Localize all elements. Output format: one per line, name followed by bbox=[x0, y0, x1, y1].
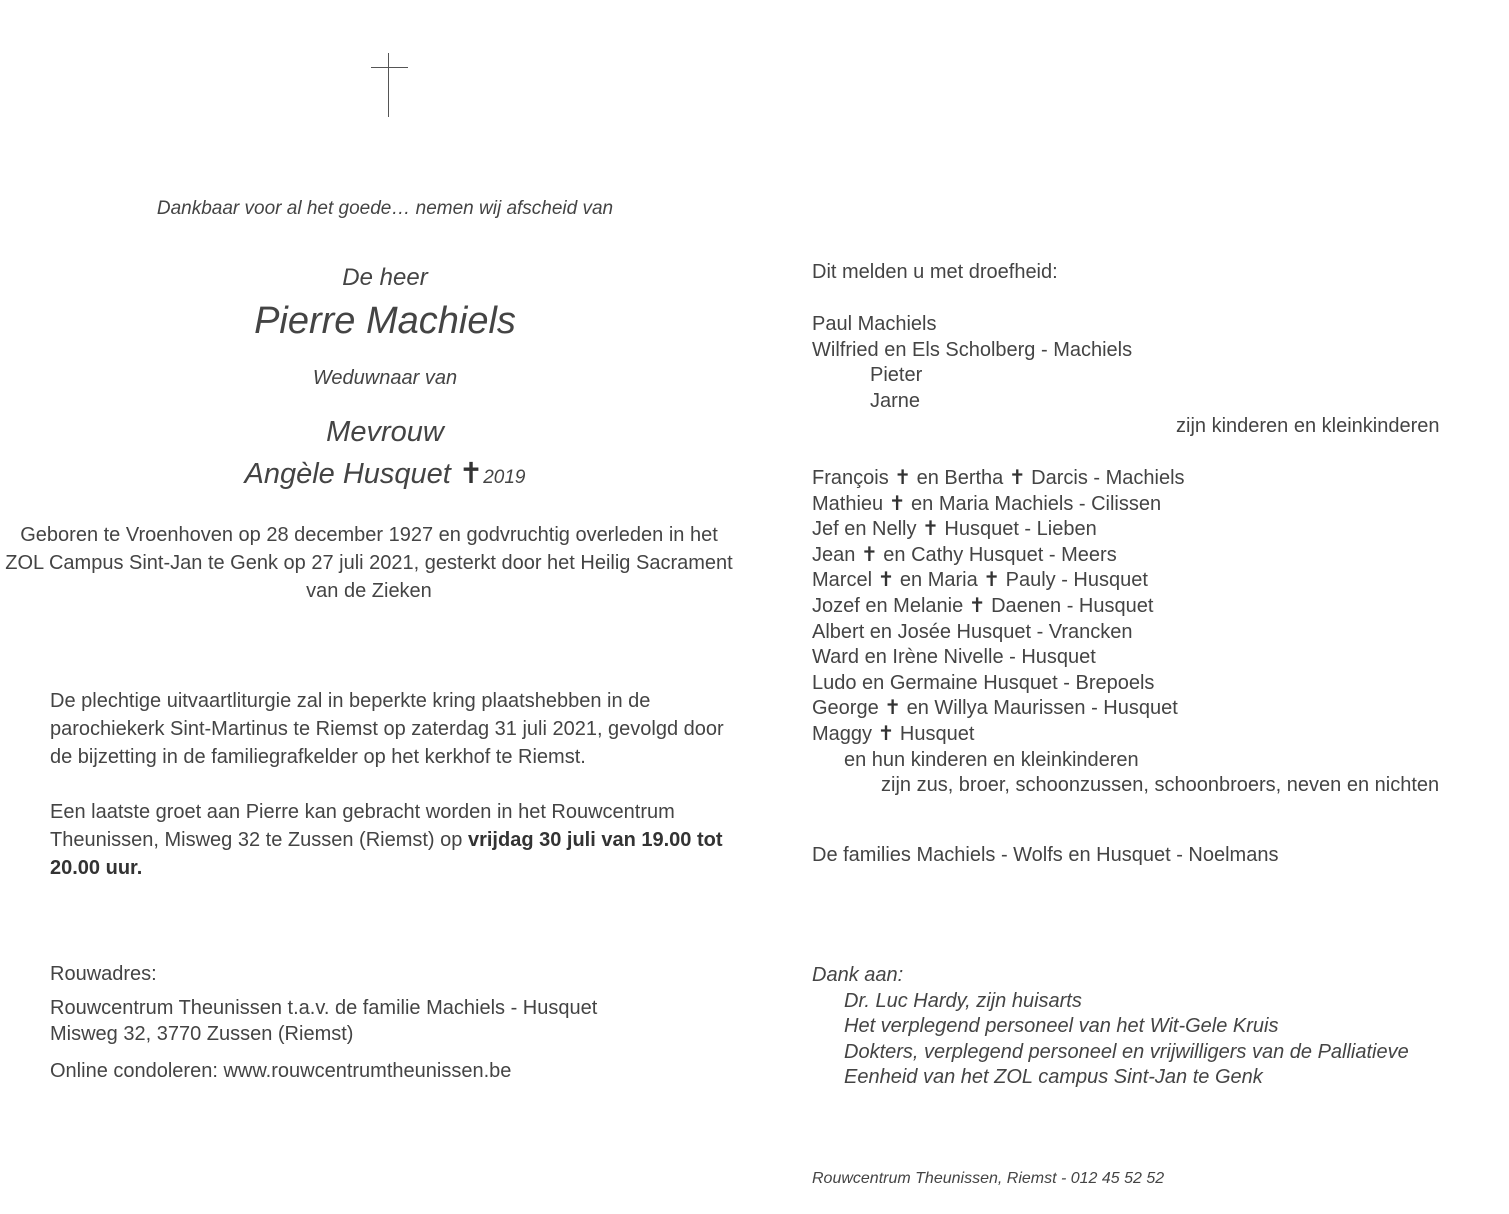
sibling-name-text: François bbox=[812, 467, 895, 489]
sibling-name-text: Ward en Irène Nivelle - Husquet bbox=[812, 646, 1096, 669]
list-item bbox=[812, 696, 1439, 722]
list-item bbox=[812, 568, 1439, 594]
address-label: Rouwadres: bbox=[50, 963, 157, 985]
list-item bbox=[812, 492, 1439, 518]
deceased-cross-icon: ✝ bbox=[877, 722, 895, 745]
sibling-name-text: en Bertha bbox=[911, 467, 1009, 489]
deceased-cross-icon: ✝ bbox=[877, 569, 895, 592]
children-list bbox=[812, 312, 1132, 414]
deceased-cross-icon: ✝ bbox=[983, 569, 1001, 592]
sibling-name-text: Albert en Josée Husquet - Vrancken bbox=[812, 620, 1133, 643]
spouse-year: 2019 bbox=[483, 467, 526, 488]
list-item bbox=[812, 645, 1439, 671]
funeral-text: De plechtige uitvaartliturgie zal in beperkte kring plaatshebben in de parochiekerk Sint-Martinus te Riemst op zaterdag 31 juli 2021, gevolgd door de bijzetting in de familiegrafkelder op het kerkhof te Riemst. bbox=[50, 690, 724, 768]
sibling-name-text: Pauly - Husquet bbox=[1000, 569, 1148, 592]
list-item: Dr. Luc Hardy, zijn huisarts bbox=[844, 989, 1082, 1012]
list-item: Wilfried en Els Scholberg - Machiels bbox=[812, 338, 1133, 361]
farewell-text-time: vrijdag 30 juli van 19.00 tot 20.00 uur. bbox=[50, 829, 723, 879]
address-line-2: Misweg 32, 3770 Zussen (Riemst) bbox=[50, 1023, 354, 1045]
sibling-name-text: Jean bbox=[812, 543, 861, 566]
sibling-name-text: Maggy bbox=[812, 722, 878, 745]
list-item bbox=[812, 671, 1439, 697]
sibling-name-text: Jef en Nelly bbox=[812, 518, 923, 541]
children-caption: zijn kinderen en kleinkinderen bbox=[1176, 415, 1440, 437]
deceased-cross-icon: ✝ bbox=[888, 492, 906, 515]
list-item bbox=[812, 543, 1439, 569]
siblings-caption: zijn zus, broer, schoonzussen, schoonbroers, neven en nichten bbox=[881, 774, 1440, 797]
spouse-name: Angèle Husquet bbox=[244, 458, 451, 490]
sibling-name-text: Daenen - Husquet bbox=[985, 594, 1154, 617]
siblings-list bbox=[812, 466, 1439, 799]
address-block bbox=[50, 995, 597, 1047]
farewell-text-main: Een laatste groet aan Pierre kan gebracht worden in het Rouwcentrum Theunissen, Misweg 32 te Zussen (Riemst) op bbox=[50, 801, 675, 851]
sibling-name-text: en Maria Machiels - Cilissen bbox=[905, 492, 1162, 515]
deceased-cross-icon: ✝ bbox=[894, 467, 912, 489]
sibling-name-text: Ludo en Germaine Husquet - Brepoels bbox=[812, 671, 1155, 694]
deceased-cross-icon: ✝ bbox=[884, 697, 902, 720]
sibling-name-text: George bbox=[812, 697, 885, 720]
deceased-cross-icon: ✝ bbox=[860, 543, 878, 566]
sibling-name-text: Marcel bbox=[812, 569, 878, 592]
widower-line: Weduwnaar van bbox=[312, 367, 458, 389]
sibling-name-text: Jozef en Melanie bbox=[812, 594, 969, 617]
list-item: Pieter bbox=[870, 364, 923, 387]
list-item bbox=[812, 722, 1439, 748]
list-item: Eenheid van het ZOL campus Sint-Jan te Genk bbox=[844, 1066, 1263, 1089]
deceased-cross-icon: ✝ bbox=[1008, 467, 1026, 489]
list-item bbox=[812, 594, 1439, 620]
thanks-heading: Dank aan: bbox=[812, 964, 904, 986]
spouse-salutation: Mevrouw bbox=[326, 416, 444, 448]
sibling-name-text: Husquet - Lieben bbox=[938, 518, 1097, 541]
sibling-name-text: en Willya Maurissen - Husquet bbox=[901, 697, 1178, 720]
list-item bbox=[812, 517, 1439, 543]
farewell-text bbox=[50, 798, 730, 882]
list-item: Het verplegend personeel van het Wit-Gele Kruis bbox=[844, 1015, 1279, 1038]
birth-death-text: Geboren te Vroenhoven op 28 december 1927 en godvruchtig overleden in het ZOL Campus Sint-Jan te Genk op 27 juli 2021, gesterkt door het Heilig Sacrament van de Zieken bbox=[5, 524, 733, 602]
announcement-heading: Dit melden u met droefheid: bbox=[812, 261, 1058, 283]
online-condolences: Online condoleren: www.rouwcentrumtheunissen.be bbox=[50, 1060, 512, 1082]
deceased-cross-icon: ✝ bbox=[968, 594, 986, 617]
deceased-cross-icon: ✝ bbox=[922, 518, 939, 541]
sibling-name-text: Darcis - Machiels bbox=[1025, 467, 1185, 489]
list-item: Jarne bbox=[870, 389, 921, 412]
list-item bbox=[812, 466, 1439, 492]
sibling-name-text: en Cathy Husquet - Meers bbox=[877, 543, 1117, 566]
families-line: De families Machiels - Wolfs en Husquet - Noelmans bbox=[812, 844, 1279, 866]
salutation: De heer bbox=[342, 264, 428, 291]
list-item bbox=[812, 620, 1439, 646]
intro-text: Dankbaar voor al het goede… nemen wij afscheid van bbox=[156, 198, 614, 219]
spouse-line bbox=[0, 456, 770, 491]
sibling-name-text: Mathieu bbox=[812, 492, 889, 515]
list-item: Paul Machiels bbox=[812, 313, 937, 335]
list-item: Dokters, verplegend personeel en vrijwilligers van de Palliatieve bbox=[844, 1040, 1409, 1063]
siblings-children: en hun kinderen en kleinkinderen bbox=[844, 748, 1139, 771]
thanks-block bbox=[812, 963, 1409, 1091]
sibling-name-text: Husquet bbox=[894, 722, 975, 745]
spouse-cross-icon: ✝ bbox=[458, 458, 484, 490]
address-line-1: Rouwcentrum Theunissen t.a.v. de familie Machiels - Husquet bbox=[50, 997, 598, 1019]
footer-text: Rouwcentrum Theunissen, Riemst - 012 45 52 52 bbox=[812, 1170, 1165, 1187]
sibling-name-text: en Maria bbox=[894, 569, 984, 592]
deceased-name: Pierre Machiels bbox=[254, 300, 516, 342]
